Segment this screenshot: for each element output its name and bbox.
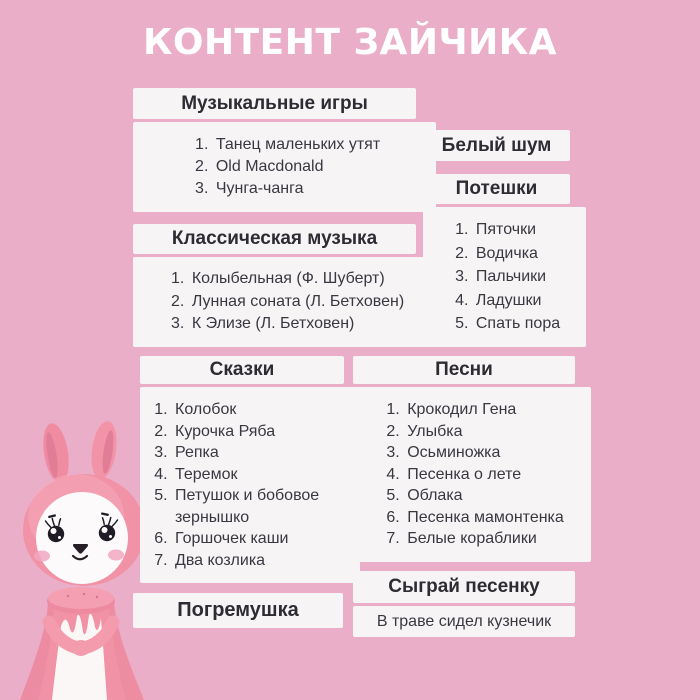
list-item: 3. Чунга-чанга (213, 178, 380, 200)
bunny-mascot-illustration (0, 410, 160, 700)
list-item: 3. Осьминожка (404, 442, 564, 464)
card-title-white-noise: Белый шум (423, 130, 570, 161)
card-title-classical-music: Классическая музыка (133, 224, 416, 254)
list-item: 1. Крокодил Гена (404, 399, 564, 421)
bunny-body (20, 602, 144, 700)
content-list (148, 399, 352, 571)
list-item: 7. Два козлика (172, 550, 352, 572)
list-item: 2. Лунная соната (Л. Бетховен) (189, 291, 404, 314)
list-item: 3. Репка (172, 442, 352, 464)
card-title-pesni: Песни (353, 356, 575, 384)
bunny-collar (47, 587, 115, 614)
list-item: 4. Ладушки (473, 289, 560, 313)
card-list-musical-games (133, 122, 436, 212)
content-list (165, 268, 404, 336)
list-item: 1. Танец маленьких утят (213, 134, 380, 156)
page-title: КОНТЕНТ ЗАЙЧИКА (142, 22, 558, 63)
list-item: 5. Спать пора (473, 312, 560, 336)
list-item: 5. Облака (404, 485, 564, 507)
card-list-classical-music (133, 257, 436, 347)
card-title-musical-games: Музыкальные игры (133, 88, 416, 119)
content-list (189, 134, 380, 200)
list-item: 3. Пальчики (473, 265, 560, 289)
list-item: 5. Петушок и бобовое зернышко (172, 485, 352, 528)
list-item: 2. Водичка (473, 242, 560, 266)
card-title-sing-song: Сыграй песенку (353, 571, 575, 603)
list-item: 7. Белые кораблики (404, 528, 564, 550)
content-list (449, 218, 560, 336)
list-item: 6. Песенка мамонтенка (404, 507, 564, 529)
list-item: 1. Колыбельная (Ф. Шуберт) (189, 268, 404, 291)
card-list-pesni (353, 387, 591, 562)
card-title-pogremushka: Погремушка (133, 593, 343, 628)
card-list-skazki (140, 387, 360, 583)
list-item: 2. Улыбка (404, 421, 564, 443)
bunny-head (23, 474, 145, 586)
list-item: 2. Old Macdonald (213, 156, 380, 178)
list-item: 3. К Элизе (Л. Бетховен) (189, 313, 404, 336)
list-item: 6. Горшочек каши (172, 528, 352, 550)
card-note-sing-song: В траве сидел кузнечик (353, 606, 575, 637)
list-item: 1. Колобок (172, 399, 352, 421)
list-item: 2. Курочка Ряба (172, 421, 352, 443)
list-item: 4. Песенка о лете (404, 464, 564, 486)
list-item: 1. Пяточки (473, 218, 560, 242)
list-item: 4. Теремок (172, 464, 352, 486)
card-list-poteshki (423, 207, 586, 347)
card-title-poteshki: Потешки (423, 174, 570, 204)
card-title-skazki: Сказки (140, 356, 344, 384)
content-list (380, 399, 564, 550)
